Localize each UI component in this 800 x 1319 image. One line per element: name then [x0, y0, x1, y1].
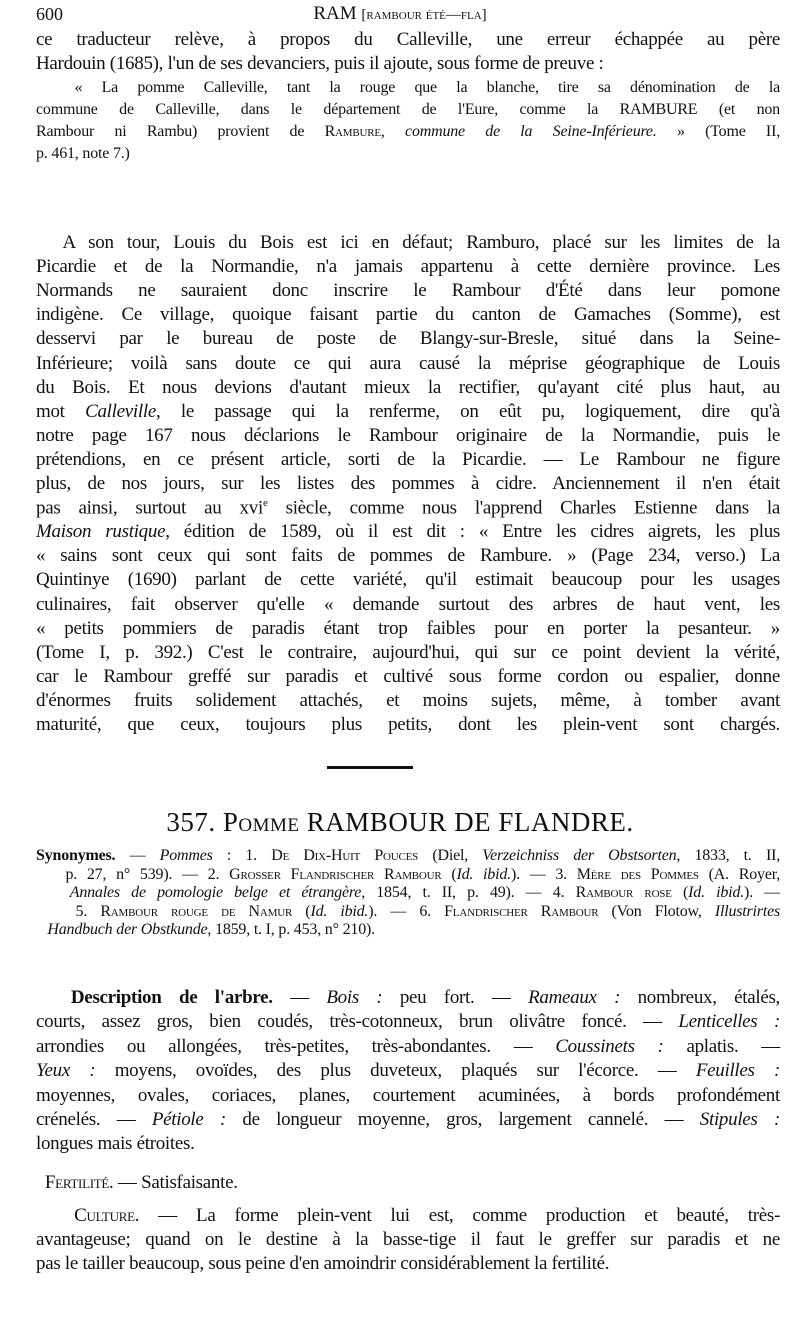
text-segment: Rambure [324, 123, 381, 140]
text-segment [36, 1172, 45, 1193]
text-line [36, 545, 780, 567]
text-segment: Yeux : [36, 1060, 96, 1082]
text-line [36, 1253, 780, 1275]
text-segment: Bois : [326, 987, 383, 1008]
text-segment: Hardouin (1685), l'un de ses devanciers, puis il ajoute, sous forme de preuve : [36, 52, 604, 74]
text-segment: Verzeichniss der Obstsorten [482, 847, 677, 864]
text-segment: 5. [36, 902, 101, 920]
text-segment: moyennes, ovales, coriaces, planes, courtement acuminées, à bords profondément [36, 1084, 780, 1106]
text-segment: longues mais étroites. [36, 1133, 195, 1155]
text-line [36, 569, 780, 591]
text-line [36, 1229, 780, 1251]
page-number: 600 [36, 4, 63, 24]
text-segment: ). — [744, 884, 780, 902]
text-segment: ce traducteur relève, à propos du Calleville, une erreur échappée au père [36, 29, 780, 50]
text-segment: siècle, comme nous l'apprend Charles Estienne dans la [267, 497, 780, 519]
text-segment: : 1. [212, 847, 272, 864]
section-prefix: Pomme [222, 807, 300, 837]
text-segment: Pétiole : [151, 1109, 226, 1130]
text-segment: Synonymes. [36, 847, 116, 864]
running-head-main: RAM [313, 3, 357, 24]
text-line [36, 425, 780, 447]
text-line [36, 714, 780, 736]
text-segment: Rambour rouge de Namur [100, 902, 293, 920]
text-segment: (Diel, [418, 847, 483, 864]
text-line [36, 328, 780, 350]
text-line [36, 847, 780, 865]
text-segment: commune de la Seine-Inférieure. [405, 123, 657, 140]
text-line [36, 1172, 780, 1194]
text-segment: , édition de 1589, où il est dit : « Entre les cidres aigrets, les plus [165, 521, 780, 543]
text-line [36, 280, 780, 302]
text-line [36, 1205, 780, 1227]
text-line [36, 29, 780, 51]
text-segment: courts, assez gros, bien coudés, très-cotonneux, brun olivâtre foncé. — [36, 1011, 679, 1033]
text-segment: aplatis. — [663, 1035, 780, 1057]
text-segment: mot [36, 400, 86, 422]
text-segment: ). — 6. [368, 902, 445, 920]
text-segment: plus, de nos jours, sur les listes des pommes à cidre. Anciennement il n'en était [36, 473, 780, 494]
text-segment: e [262, 497, 268, 510]
text-line [36, 987, 780, 1009]
text-segment: culinaires, fait observer qu'elle « demande surtout des arbres de haut vent, les [36, 593, 780, 615]
text-segment: Feuilles : [695, 1060, 780, 1082]
text-line [36, 79, 780, 97]
text-segment [36, 884, 70, 901]
text-segment: ( [292, 902, 311, 920]
text-segment: p. 461, note 7.) [36, 145, 130, 162]
text-line [36, 884, 780, 902]
text-segment: (Von Flotow, [598, 902, 715, 920]
text-segment: — La forme plein-vent lui est, comme production et beauté, très- [139, 1205, 780, 1226]
text-line [36, 353, 780, 375]
text-segment: Description de l'arbre. [70, 987, 273, 1008]
text-segment: Id. ibid. [456, 865, 511, 883]
text-segment: , 1854, t. II, p. 49). — 4. [361, 884, 576, 902]
text-segment: nombreux, étalés, [620, 987, 781, 1008]
text-segment: ). — 3. [510, 865, 577, 883]
text-line [36, 1109, 780, 1131]
text-line [36, 377, 780, 399]
text-segment: Rambour rose [575, 884, 672, 902]
text-line [36, 618, 780, 640]
text-line [36, 145, 780, 163]
text-segment [36, 921, 47, 938]
text-line [36, 1011, 780, 1033]
text-segment: » (Tome II, [656, 123, 780, 140]
section-divider [327, 766, 413, 769]
text-segment: Rambour ni Rambu) provient de [36, 123, 325, 140]
text-segment: Fertilité. [44, 1172, 114, 1193]
text-line [36, 497, 780, 519]
text-line [36, 401, 780, 423]
text-segment: Illustrirtes [714, 902, 780, 920]
text-segment: « La pomme Calleville, tant la rouge que la blanche, tire sa dénomination de la [36, 79, 780, 96]
text-segment: — [115, 847, 160, 864]
text-segment: , le passage qui la renferme, on eût pu, logiquement, dire qu'à [155, 400, 781, 422]
text-line [36, 304, 780, 326]
text-segment: Maison rustique [36, 521, 166, 543]
section-title [0, 807, 800, 838]
text-segment: Annales de pomologie belge et étrangère [69, 884, 362, 902]
text-segment: commune de Calleville, dans le département de l'Eure, comme la RAMBURE (et non [36, 101, 780, 118]
text-segment: Coussinets : [555, 1035, 664, 1057]
text-line [36, 1133, 780, 1155]
text-segment: Id. ibid. [688, 884, 745, 902]
text-line [36, 921, 780, 939]
text-segment: Id. ibid. [310, 902, 369, 920]
text-line [36, 256, 780, 278]
text-segment: De Dix-Huit Pouces [271, 847, 419, 864]
text-line [36, 1060, 780, 1082]
text-line [36, 594, 780, 616]
text-segment: — [272, 987, 327, 1008]
text-segment: moyens, ovoïdes, des plus duveteux, plaqués sur l'écorce. — [95, 1060, 696, 1082]
text-segment: du Bois. Et nous devions d'autant mieux la rectifier, qu'ayant cité plus haut, au [36, 376, 780, 398]
text-segment: p. 27, n° 539). — 2. [36, 865, 230, 883]
text-segment: Culture. [74, 1205, 140, 1226]
text-segment: « sains sont ceux qui sont faits de pommes de Rambure. » (Page 234, verso.) La [36, 545, 780, 567]
text-segment: (Tome I, p. 392.) C'est le contraire, aujourd'hui, qui sur ce point devient la vérité, [36, 641, 780, 663]
text-segment: « petits pommiers de paradis étant trop faibles pour en porter la pesanteur. » [36, 617, 780, 639]
text-line [36, 866, 780, 884]
text-segment: , [380, 123, 406, 140]
text-segment: Normands ne sauraient donc inscrire le Rambour d'Été dans leur pomone [36, 280, 780, 302]
text-segment: Flandrischer Rambour [444, 902, 599, 920]
text-segment: Calleville [85, 400, 156, 422]
text-segment: peu fort. — [382, 987, 529, 1008]
text-segment: — Satisfaisante. [113, 1172, 238, 1193]
text-segment: maturité, que ceux, toujours plus petits, dont les plein-vent sont chargés. [36, 714, 780, 735]
text-segment: car le Rambour greffé sur paradis et cultivé sous forme cordon ou espalier, donne [36, 665, 780, 687]
text-segment: crénelés. — [36, 1109, 152, 1130]
section-name: RAMBOUR DE FLANDRE. [306, 807, 634, 837]
text-line [36, 449, 780, 471]
text-line [36, 473, 780, 495]
text-line [36, 521, 780, 543]
text-segment: Inférieure; voilà sans doute ce qui aura causé la méprise géographique de Louis [36, 352, 780, 374]
text-line [36, 666, 780, 688]
running-head [0, 3, 800, 25]
text-segment: prétendions, en ce présent article, sorti de la Picardie. — Le Rambour ne figure [36, 448, 780, 470]
text-line [36, 123, 780, 141]
text-line [36, 903, 780, 921]
text-segment: (A. Royer, [698, 865, 781, 883]
text-segment: Handbuch der Obstkunde [47, 921, 208, 939]
text-segment: Grosser Flandrischer Rambour [229, 865, 442, 883]
text-segment: Mère des Pommes [576, 865, 699, 883]
text-segment: Lenticelles : [678, 1011, 780, 1033]
text-segment: Picardie et de la Normandie, n'a jamais appartenu à cette dernière province. Les [36, 256, 780, 278]
text-segment: , 1833, t. II, [676, 847, 781, 864]
text-segment: arrondies ou allongées, très-petites, très-abondantes. — [36, 1035, 556, 1057]
text-line [36, 101, 780, 119]
text-segment [36, 987, 71, 1008]
text-segment: desservi par le bureau de poste de Blangy-sur-Bresle, situé dans la Seine- [36, 328, 780, 350]
text-segment: Pommes [159, 847, 213, 864]
text-segment: notre page 167 nous déclarions le Rambour originaire de la Normandie, puis le [36, 424, 780, 446]
text-segment: d'énormes fruits solidement attachés, et moins sujets, même, à tomber avant [36, 689, 780, 711]
text-line [36, 1085, 780, 1107]
text-line [36, 1036, 780, 1058]
text-segment [36, 1205, 74, 1226]
text-segment: avantageuse; quand on le destine à la basse-tige il faut le greffer sur paradis et ne [36, 1228, 780, 1250]
text-segment: Rameaux : [528, 987, 621, 1008]
text-segment: , 1859, t. I, p. 453, n° 210). [207, 921, 375, 939]
text-segment: pas ainsi, surtout au xvi [36, 497, 263, 519]
running-head-sub: [rambour été—fla] [361, 7, 487, 23]
text-segment: pas le tailler beaucoup, sous peine d'en amoindrir considérablement la fertilité. [36, 1252, 610, 1274]
text-segment: indigène. Ce village, quoique faisant partie du canton de Gamaches (Somme), est [36, 304, 780, 326]
section-number: 357. [166, 807, 216, 837]
text-line [36, 53, 780, 75]
text-line [36, 690, 780, 712]
text-segment: ( [671, 884, 689, 902]
text-line [36, 642, 780, 664]
text-segment: Quintinye (1690) parlant de cette variété, qu'il estimait beaucoup pour les usages [36, 569, 780, 591]
text-segment: Stipules : [699, 1109, 780, 1130]
text-segment: A son tour, Louis du Bois est ici en défaut; Ramburo, placé sur les limites de la [36, 232, 780, 253]
text-segment: de longueur moyenne, gros, largement cannelé. — [225, 1109, 700, 1130]
text-line [36, 232, 780, 254]
text-segment: ( [441, 865, 457, 883]
